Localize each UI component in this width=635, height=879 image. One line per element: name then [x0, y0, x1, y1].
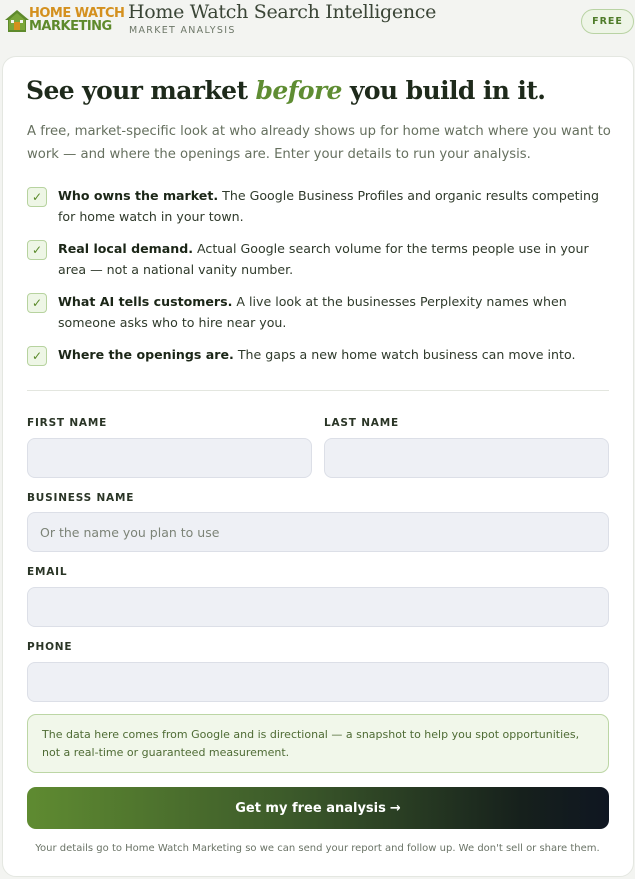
feature-item-ai-answers: [27, 291, 607, 333]
check-icon: ✓: [27, 240, 47, 260]
feature-title: Real local demand.: [58, 241, 194, 256]
business-name-label: BUSINESS NAME: [27, 492, 135, 504]
app-header: [0, 0, 635, 56]
email-label: EMAIL: [27, 566, 68, 578]
arrow-right-icon: →: [389, 800, 401, 816]
feature-text: [58, 291, 608, 333]
last-name-label: LAST NAME: [324, 417, 399, 429]
business-name-field[interactable]: [27, 512, 609, 552]
feature-description: The Google Business Profiles and organic results competing for home watch in your town.: [58, 188, 599, 224]
feature-text: [58, 185, 608, 227]
brand-logo[interactable]: [4, 6, 125, 36]
headline-emphasis: before: [255, 76, 342, 105]
app-title: Home Watch Search Intelligence: [128, 1, 437, 23]
feature-text: [58, 238, 608, 280]
headline-part-2: you build in it.: [341, 76, 546, 105]
free-badge: FREE: [581, 9, 634, 34]
phone-label: PHONE: [27, 641, 73, 653]
phone-field[interactable]: [27, 662, 609, 702]
feature-description: Actual Google search volume for the terms people use in your area — not a national vanity number.: [58, 241, 589, 277]
feature-item-market-owners: [27, 185, 607, 227]
logo-wordmark-line1: HOME WATCH: [29, 6, 125, 21]
feature-item-openings: [27, 344, 607, 366]
check-icon: ✓: [27, 346, 47, 366]
email-field[interactable]: [27, 587, 609, 627]
house-logo-icon: [4, 8, 30, 34]
feature-title: Who owns the market.: [58, 188, 219, 203]
feature-text: [58, 344, 608, 365]
data-disclaimer: The data here comes from Google and is directional — a snapshot to help you spot opportunities, not a real-time or guaranteed measurement.: [27, 714, 609, 773]
page-headline: [26, 76, 586, 105]
headline-part-1: See your market: [26, 76, 256, 105]
first-name-field[interactable]: [27, 438, 312, 478]
check-icon: ✓: [27, 293, 47, 313]
feature-title: What AI tells customers.: [58, 294, 233, 309]
feature-title: Where the openings are.: [58, 347, 234, 362]
check-icon: ✓: [27, 187, 47, 207]
first-name-label: FIRST NAME: [27, 417, 108, 429]
get-analysis-button[interactable]: [27, 787, 609, 829]
privacy-footnote: Your details go to Home Watch Marketing so we can send your report and follow up. We don't sell or share them.: [35, 843, 600, 854]
feature-item-local-demand: [27, 238, 607, 280]
feature-description: The gaps a new home watch business can move into.: [233, 347, 576, 362]
section-divider: [27, 390, 609, 391]
feature-description: A live look at the businesses Perplexity names when someone asks who to hire near you.: [58, 294, 567, 330]
last-name-field[interactable]: [324, 438, 609, 478]
logo-wordmark-line2: MARKETING: [29, 19, 112, 34]
app-subtitle: MARKET ANALYSIS: [129, 25, 236, 36]
cta-label: Get my free analysis: [235, 800, 386, 816]
intro-text: A free, market-specific look at who already shows up for home watch where you want to work — and where the openings are. Enter your details to run your analysis.: [27, 124, 611, 162]
